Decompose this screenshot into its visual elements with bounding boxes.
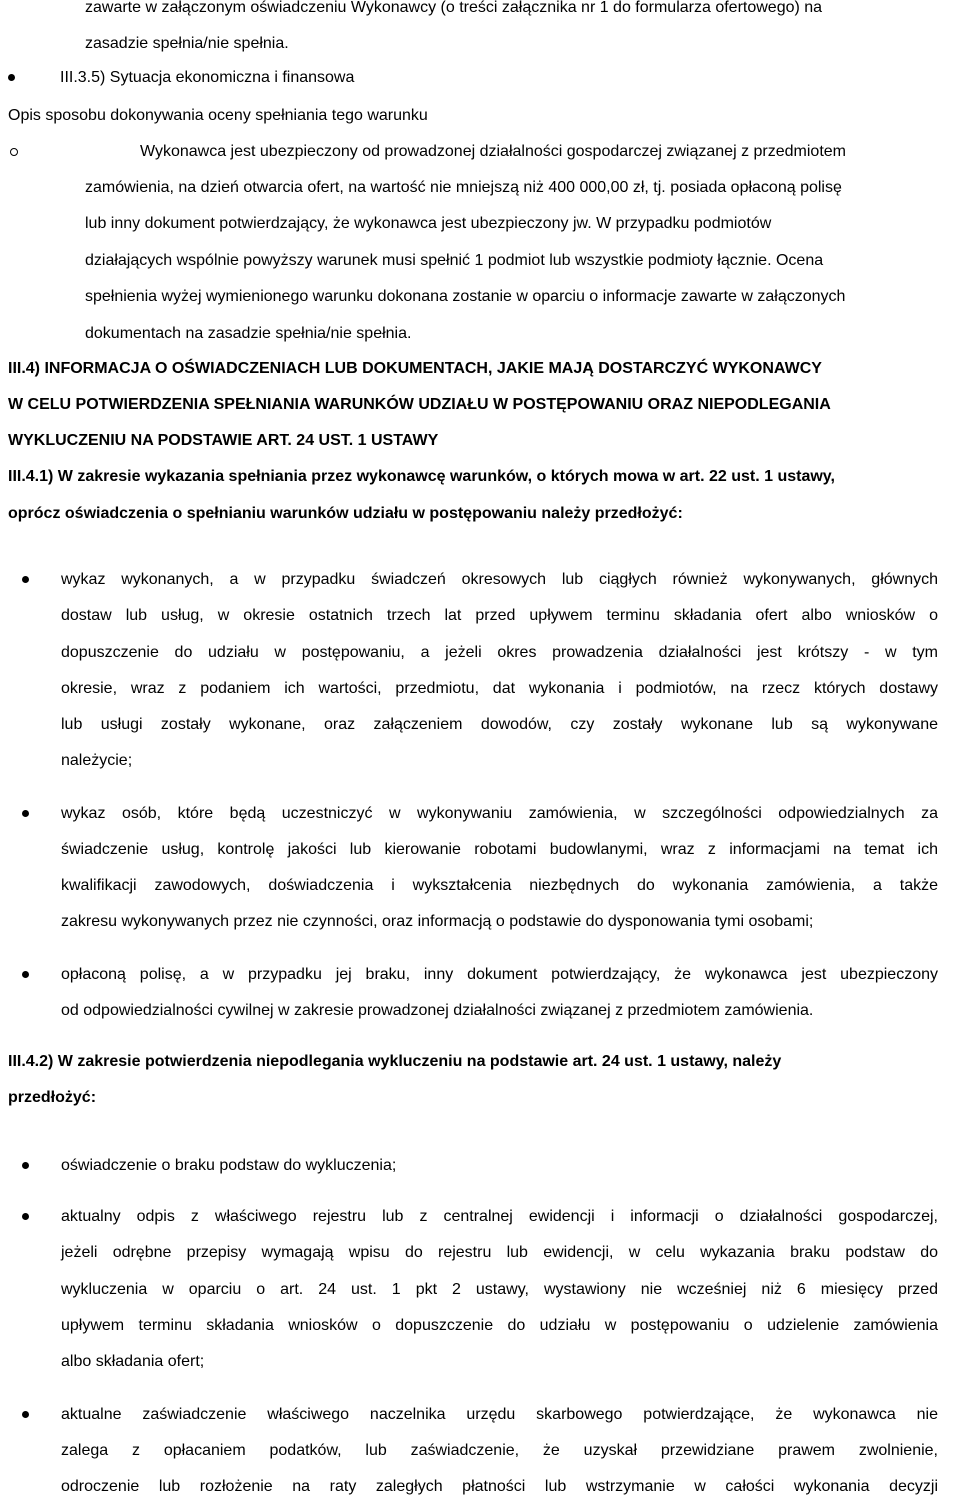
bullet-icon	[22, 810, 29, 817]
list-item-line: upływem terminu składania wniosków o dopuszczenie do udziału w postępowaniu o udzielenie zamówienia	[61, 1317, 938, 1334]
list-item-line: dostaw lub usług, w okresie ostatnich trzech lat przed upływem terminu składania ofert albo wniosków o	[61, 607, 938, 624]
section-heading: oprócz oświadczenia o spełnianiu warunków udziału w postępowaniu należy przedłożyć:	[8, 505, 683, 522]
list-item-line: aktualne zaświadczenie właściwego naczelnika urzędu skarbowego potwierdzające, że wykonawca nie	[61, 1406, 938, 1423]
list-item-line: świadczenie usług, kontrolę jakości lub kierowanie robotami budowlanymi, wraz z informacjami na temat ich	[61, 841, 938, 858]
list-item-line: wykaz wykonanych, a w przypadku świadczeń okresowych lub ciągłych również wykonywanych, głównych	[61, 571, 938, 588]
bullet-icon	[8, 74, 15, 81]
bullet-icon	[22, 576, 29, 583]
section-heading: WYKLUCZENIU NA PODSTAWIE ART. 24 UST. 1 USTAWY	[8, 432, 439, 449]
list-item-line: lub usługi zostały wykonane, oraz załączeniem dowodów, czy zostały wykonane lub są wykonywane	[61, 716, 938, 733]
list-item-line: od odpowiedzialności cywilnej w zakresie prowadzonej działalności związanej z przedmiotem zamówienia.	[61, 1002, 814, 1019]
section-heading: III.4) INFORMACJA O OŚWIADCZENIACH LUB DOKUMENTACH, JAKIE MAJĄ DOSTARCZYĆ WYKONAWCY	[8, 360, 822, 377]
list-item-line: aktualny odpis z właściwego rejestru lub z centralnej ewidencji i informacji o działalności gospodarczej,	[61, 1208, 938, 1225]
section-heading: III.3.5) Sytuacja ekonomiczna i finansowa	[60, 69, 355, 86]
list-item-line: albo składania ofert;	[61, 1353, 205, 1370]
paragraph-line: zamówienia, na dzień otwarcia ofert, na wartość nie mniejszą niż 400 000,00 zł, tj. posiada opłaconą polisę	[85, 179, 842, 196]
paragraph-line: spełnienia wyżej wymienionego warunku dokonana zostanie w oparciu o informacje zawarte w załączonych	[85, 288, 846, 305]
paragraph-line: zawarte w załączonym oświadczeniu Wykonawcy (o treści załącznika nr 1 do formularza ofertowego) na	[85, 0, 823, 16]
list-item-line: wykluczenia w oparciu o art. 24 ust. 1 pkt 2 ustawy, wystawiony nie wcześniej niż 6 miesięcy przed	[61, 1281, 938, 1298]
section-heading: III.4.2) W zakresie potwierdzenia niepodlegania wykluczeniu na podstawie art. 24 ust. 1 ustawy, należy	[8, 1053, 782, 1070]
list-item-line: opłaconą polisę, a w przypadku jej braku, inny dokument potwierdzający, że wykonawca jest ubezpieczony	[61, 966, 938, 983]
bullet-icon	[22, 971, 29, 978]
section-heading: W CELU POTWIERDZENIA SPEŁNIANIA WARUNKÓW UDZIAŁU W POSTĘPOWANIU ORAZ NIEPODLEGANIA	[8, 396, 831, 413]
list-item-line: zakresu wykonywanych przez nie czynności, oraz informacją o podstawie do dysponowania tymi osobami;	[61, 913, 814, 930]
subheading: Opis sposobu dokonywania oceny spełniania tego warunku	[8, 107, 428, 124]
list-item-line: oświadczenie o braku podstaw do wykluczenia;	[61, 1157, 397, 1174]
paragraph-line: dokumentach na zasadzie spełnia/nie spełnia.	[85, 325, 412, 342]
list-item-line: zalega z opłacaniem podatków, lub zaświadczenie, że uzyskał przewidziane prawem zwolnienie,	[61, 1442, 938, 1459]
section-heading: przedłożyć:	[8, 1089, 97, 1106]
list-item-line: odroczenie lub rozłożenie na raty zaległych płatności lub wstrzymanie w całości wykonania decyzji	[61, 1478, 938, 1495]
circle-bullet-icon	[10, 148, 18, 156]
list-item-line: kwalifikacji zawodowych, doświadczenia i wykształcenia niezbędnych do wykonania zamówienia, a także	[61, 877, 938, 894]
bullet-icon	[22, 1213, 29, 1220]
list-item-line: wykaz osób, które będą uczestniczyć w wykonywaniu zamówienia, w szczególności odpowiedzialnych za	[61, 805, 938, 822]
bullet-icon	[22, 1162, 29, 1169]
paragraph-line: działających wspólnie powyższy warunek musi spełnić 1 podmiot lub wszystkie podmioty łącznie. Ocena	[85, 252, 824, 269]
section-heading: III.4.1) W zakresie wykazania spełniania przez wykonawcę warunków, o których mowa w art. 22 ust. 1 ustawy,	[8, 468, 835, 485]
list-item-line: jeżeli odrębne przepisy wymagają wpisu do rejestru lub ewidencji, w celu wykazania braku podstaw do	[61, 1244, 938, 1261]
paragraph-line: zasadzie spełnia/nie spełnia.	[85, 35, 289, 52]
list-item-line: należycie;	[61, 752, 133, 769]
paragraph-line: Wykonawca jest ubezpieczony od prowadzonej działalności gospodarczej związanej z przedmiotem	[140, 143, 846, 160]
bullet-icon	[22, 1411, 29, 1418]
list-item-line: okresie, wraz z podaniem ich wartości, przedmiotu, dat wykonania i podmiotów, na rzecz których dostawy	[61, 680, 938, 697]
paragraph-line: lub inny dokument potwierdzający, że wykonawca jest ubezpieczony jw. W przypadku podmiotów	[85, 215, 772, 232]
list-item-line: dopuszczenie do udziału w postępowaniu, a jeżeli okres prowadzenia działalności jest krótszy - w tym	[61, 644, 938, 661]
